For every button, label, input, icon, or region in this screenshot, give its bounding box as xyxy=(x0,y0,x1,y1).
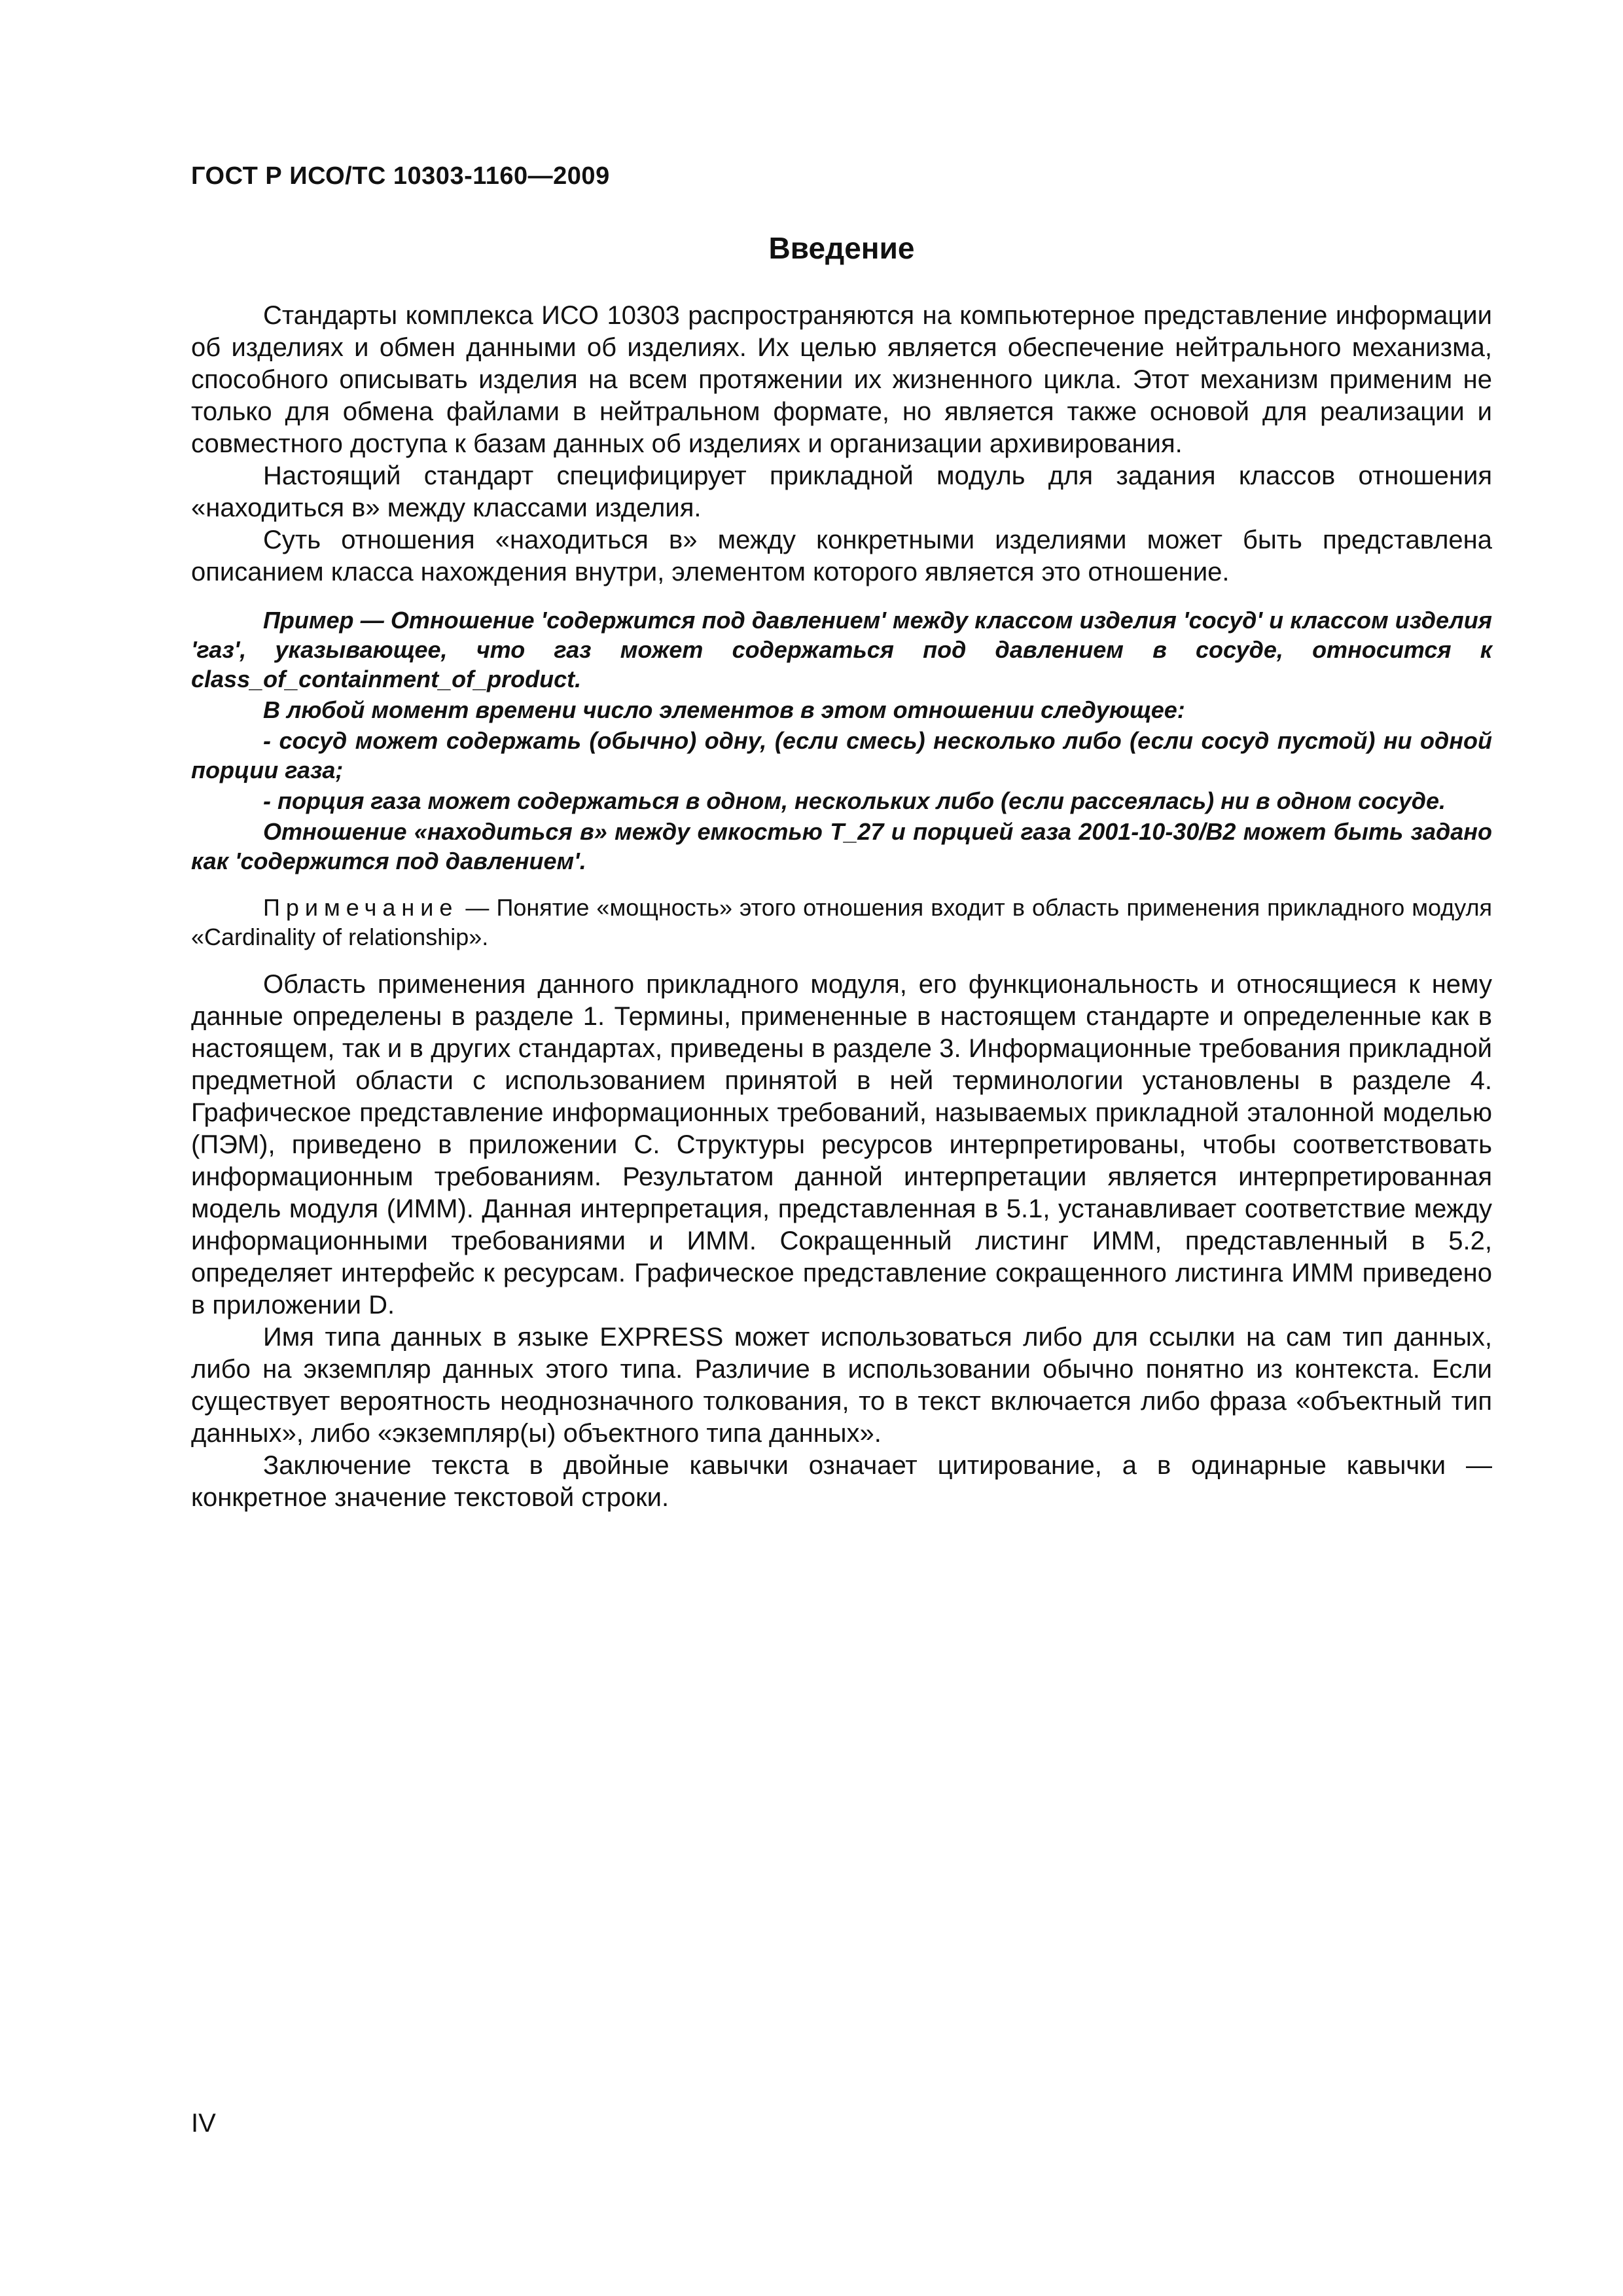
example-block xyxy=(191,605,1492,876)
note-text: — Понятие «мощность» этого отношения входит в область применения прикладного модуля «Cardinality of relationship». xyxy=(191,894,1492,950)
paragraph: Область применения данного прикладного модуля, его функциональность и относящиеся к нему данные определены в разделе 1. Термины, примененные в настоящем стандарте и определенные как в настоящем, так и в других стандартах, приведены в разделе 3. Информационные требования прикладной предметной области с использованием принятой в ней терминологии установлены в разделе 4. Графическое представление информационных требований, называемых прикладной эталонной моделью (ПЭМ), приведено в приложении C. Структуры ресурсов интерпретированы, чтобы соответствовать информационным требованиям. Результатом данной интерпретации является интерпретированная модель модуля (ИММ). Данная интерпретация, представленная в 5.1, устанавливает соответствие между информационными требованиями и ИММ. Сокращенный листинг ИММ, представленный в 5.2, определяет интерфейс к ресурсам. Графическое представление сокращенного листинга ИММ приведено в приложении D. xyxy=(191,970,1492,1319)
example-line: Пример — Отношение 'содержится под давлением' между классом изделия 'сосуд' и классом изделия 'газ', указывающее, что газ может содержаться под давлением в сосуде, относится к class_of_containment_of_product. xyxy=(191,607,1492,692)
paragraph: Заключение текста в двойные кавычки означает цитирование, а в одинарные кавычки — конкретное значение текстовой строки. xyxy=(191,1451,1492,1512)
body-text xyxy=(191,300,1492,1514)
note-block xyxy=(191,893,1492,952)
example-line: - сосуд может содержать (обычно) одну, (если смесь) несколько либо (если сосуд пустой) ни одной порции газа; xyxy=(191,727,1492,783)
note-paragraph xyxy=(191,893,1492,952)
example-line: - порция газа может содержаться в одном, нескольких либо (если рассеялась) ни в одном сосуде. xyxy=(263,787,1446,814)
example-line: Отношение «находиться в» между емкостью T_27 и порцией газа 2001-10-30/B2 может быть задано как 'содержится под давлением'. xyxy=(191,818,1492,874)
paragraph: Стандарты комплекса ИСО 10303 распространяются на компьютерное представление информации об изделиях и обмен данными об изделиях. Их целью является обеспечение нейтрального механизма, способного описывать изделия на всем протяжении их жизненного цикла. Этот механизм применим не только для обмена файлами в нейтральном формате, но является также основой для реализации и совместного доступа к базам данных об изделиях и организации архивирования. xyxy=(191,301,1492,458)
section-title: Введение xyxy=(768,231,915,265)
paragraph: Настоящий стандарт специфицирует прикладной модуль для задания классов отношения «находиться в» между классами изделия. xyxy=(191,461,1492,522)
document-code-header: ГОСТ Р ИСО/ТС 10303-1160—2009 xyxy=(191,162,610,190)
note-label: Примечание xyxy=(263,894,459,921)
example-line: В любой момент времени число элементов в этом отношении следующее: xyxy=(263,696,1185,723)
page-number: IV xyxy=(191,2109,216,2138)
paragraph: Суть отношения «находиться в» между конкретными изделиями может быть представлена описанием класса нахождения внутри, элементом которого является это отношение. xyxy=(191,526,1492,586)
paragraph: Имя типа данных в языке EXPRESS может использоваться либо для ссылки на сам тип данных, либо на экземпляр данных этого типа. Различие в использовании обычно понятно из контекста. Если существует вероятность неоднозначного толкования, то в текст включается либо фраза «объектный тип данных», либо «экземпляр(ы) объектного типа данных». xyxy=(191,1323,1492,1448)
